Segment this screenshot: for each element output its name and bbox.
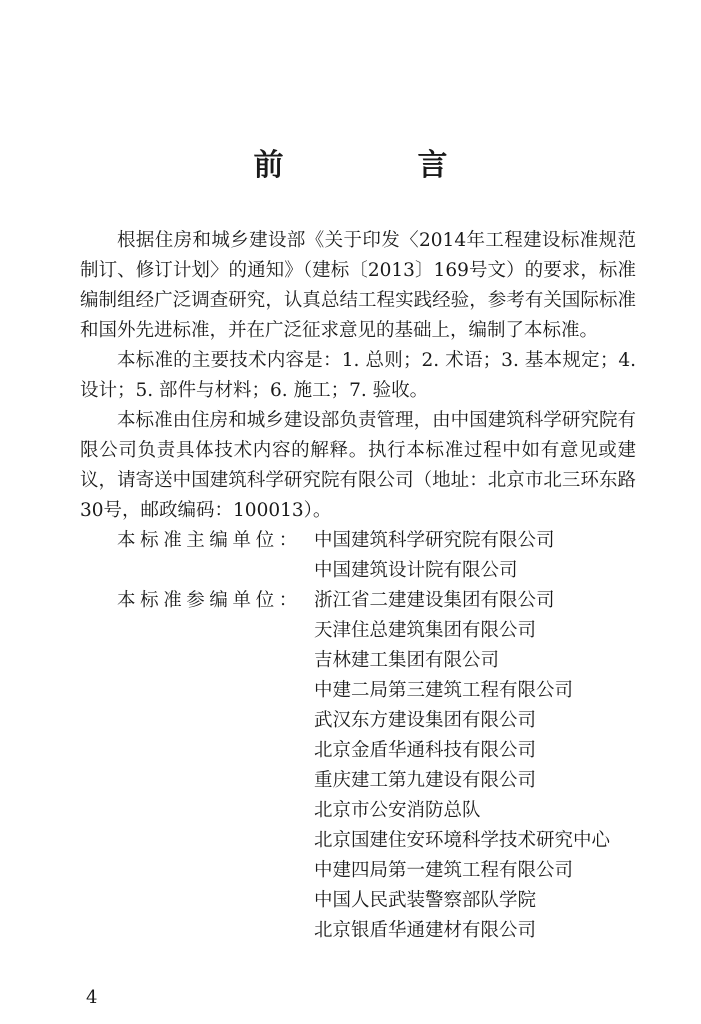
list-item	[80, 556, 636, 586]
unit-name: 武汉东方建设集团有限公司	[314, 710, 537, 731]
list-item	[80, 856, 636, 886]
preface-body	[80, 226, 636, 946]
unit-name: 北京国建住安环境科学技术研究中心	[314, 830, 611, 851]
page-title: 前 言	[253, 148, 500, 183]
unit-name: 重庆建工第九建设有限公司	[314, 770, 537, 791]
unit-name: 中建二局第三建筑工程有限公司	[314, 680, 574, 701]
unit-name: 北京市公安消防总队	[314, 800, 481, 821]
list-item	[80, 676, 636, 706]
list-item	[80, 616, 636, 646]
list-item	[80, 826, 636, 856]
list-item	[80, 886, 636, 916]
list-item	[80, 916, 636, 946]
unit-name: 浙江省二建建设集团有限公司	[314, 590, 555, 611]
list-item	[80, 586, 636, 616]
paragraph-contents: 本标准的主要技术内容是：1. 总则；2. 术语；3. 基本规定；4. 设计；5. 部件与材料；6. 施工；7. 验收。	[80, 350, 636, 401]
list-item	[80, 526, 636, 556]
list-item	[80, 766, 636, 796]
paragraph-management: 本标准由住房和城乡建设部负责管理，由中国建筑科学研究院有限公司负责具体技术内容的解释。执行本标准过程中如有意见或建议，请寄送中国建筑科学研究院有限公司（地址：北京市北三环东路30号，邮政编码：100013）。	[80, 410, 636, 521]
chief-units-list	[80, 526, 636, 586]
unit-name: 中建四局第一建筑工程有限公司	[314, 860, 574, 881]
unit-name: 天津住总建筑集团有限公司	[314, 620, 537, 641]
list-item	[80, 736, 636, 766]
list-item	[80, 796, 636, 826]
paragraph-basis: 根据住房和城乡建设部《关于印发〈2014年工程建设标准规范制订、修订计划〉的通知》（建标〔2013〕169号文）的要求，标准编制组经广泛调查研究，认真总结工程实践经验，参考有关国际标准和国外先进标准，并在广泛征求意见的基础上，编制了本标准。	[80, 230, 636, 341]
list-item	[80, 706, 636, 736]
chief-units-label: 本标准主编单位：	[117, 530, 302, 551]
participating-units-label: 本标准参编单位：	[117, 590, 302, 611]
list-item	[80, 646, 636, 676]
unit-name: 中国建筑科学研究院有限公司	[314, 530, 555, 551]
unit-name: 中国建筑设计院有限公司	[314, 560, 518, 581]
page-number: 4	[86, 987, 98, 1008]
participating-units-list	[80, 586, 636, 946]
unit-name: 中国人民武装警察部队学院	[314, 890, 537, 911]
unit-name: 北京银盾华通建材有限公司	[314, 920, 537, 941]
unit-name: 吉林建工集团有限公司	[314, 650, 500, 671]
unit-name: 北京金盾华通科技有限公司	[314, 740, 537, 761]
